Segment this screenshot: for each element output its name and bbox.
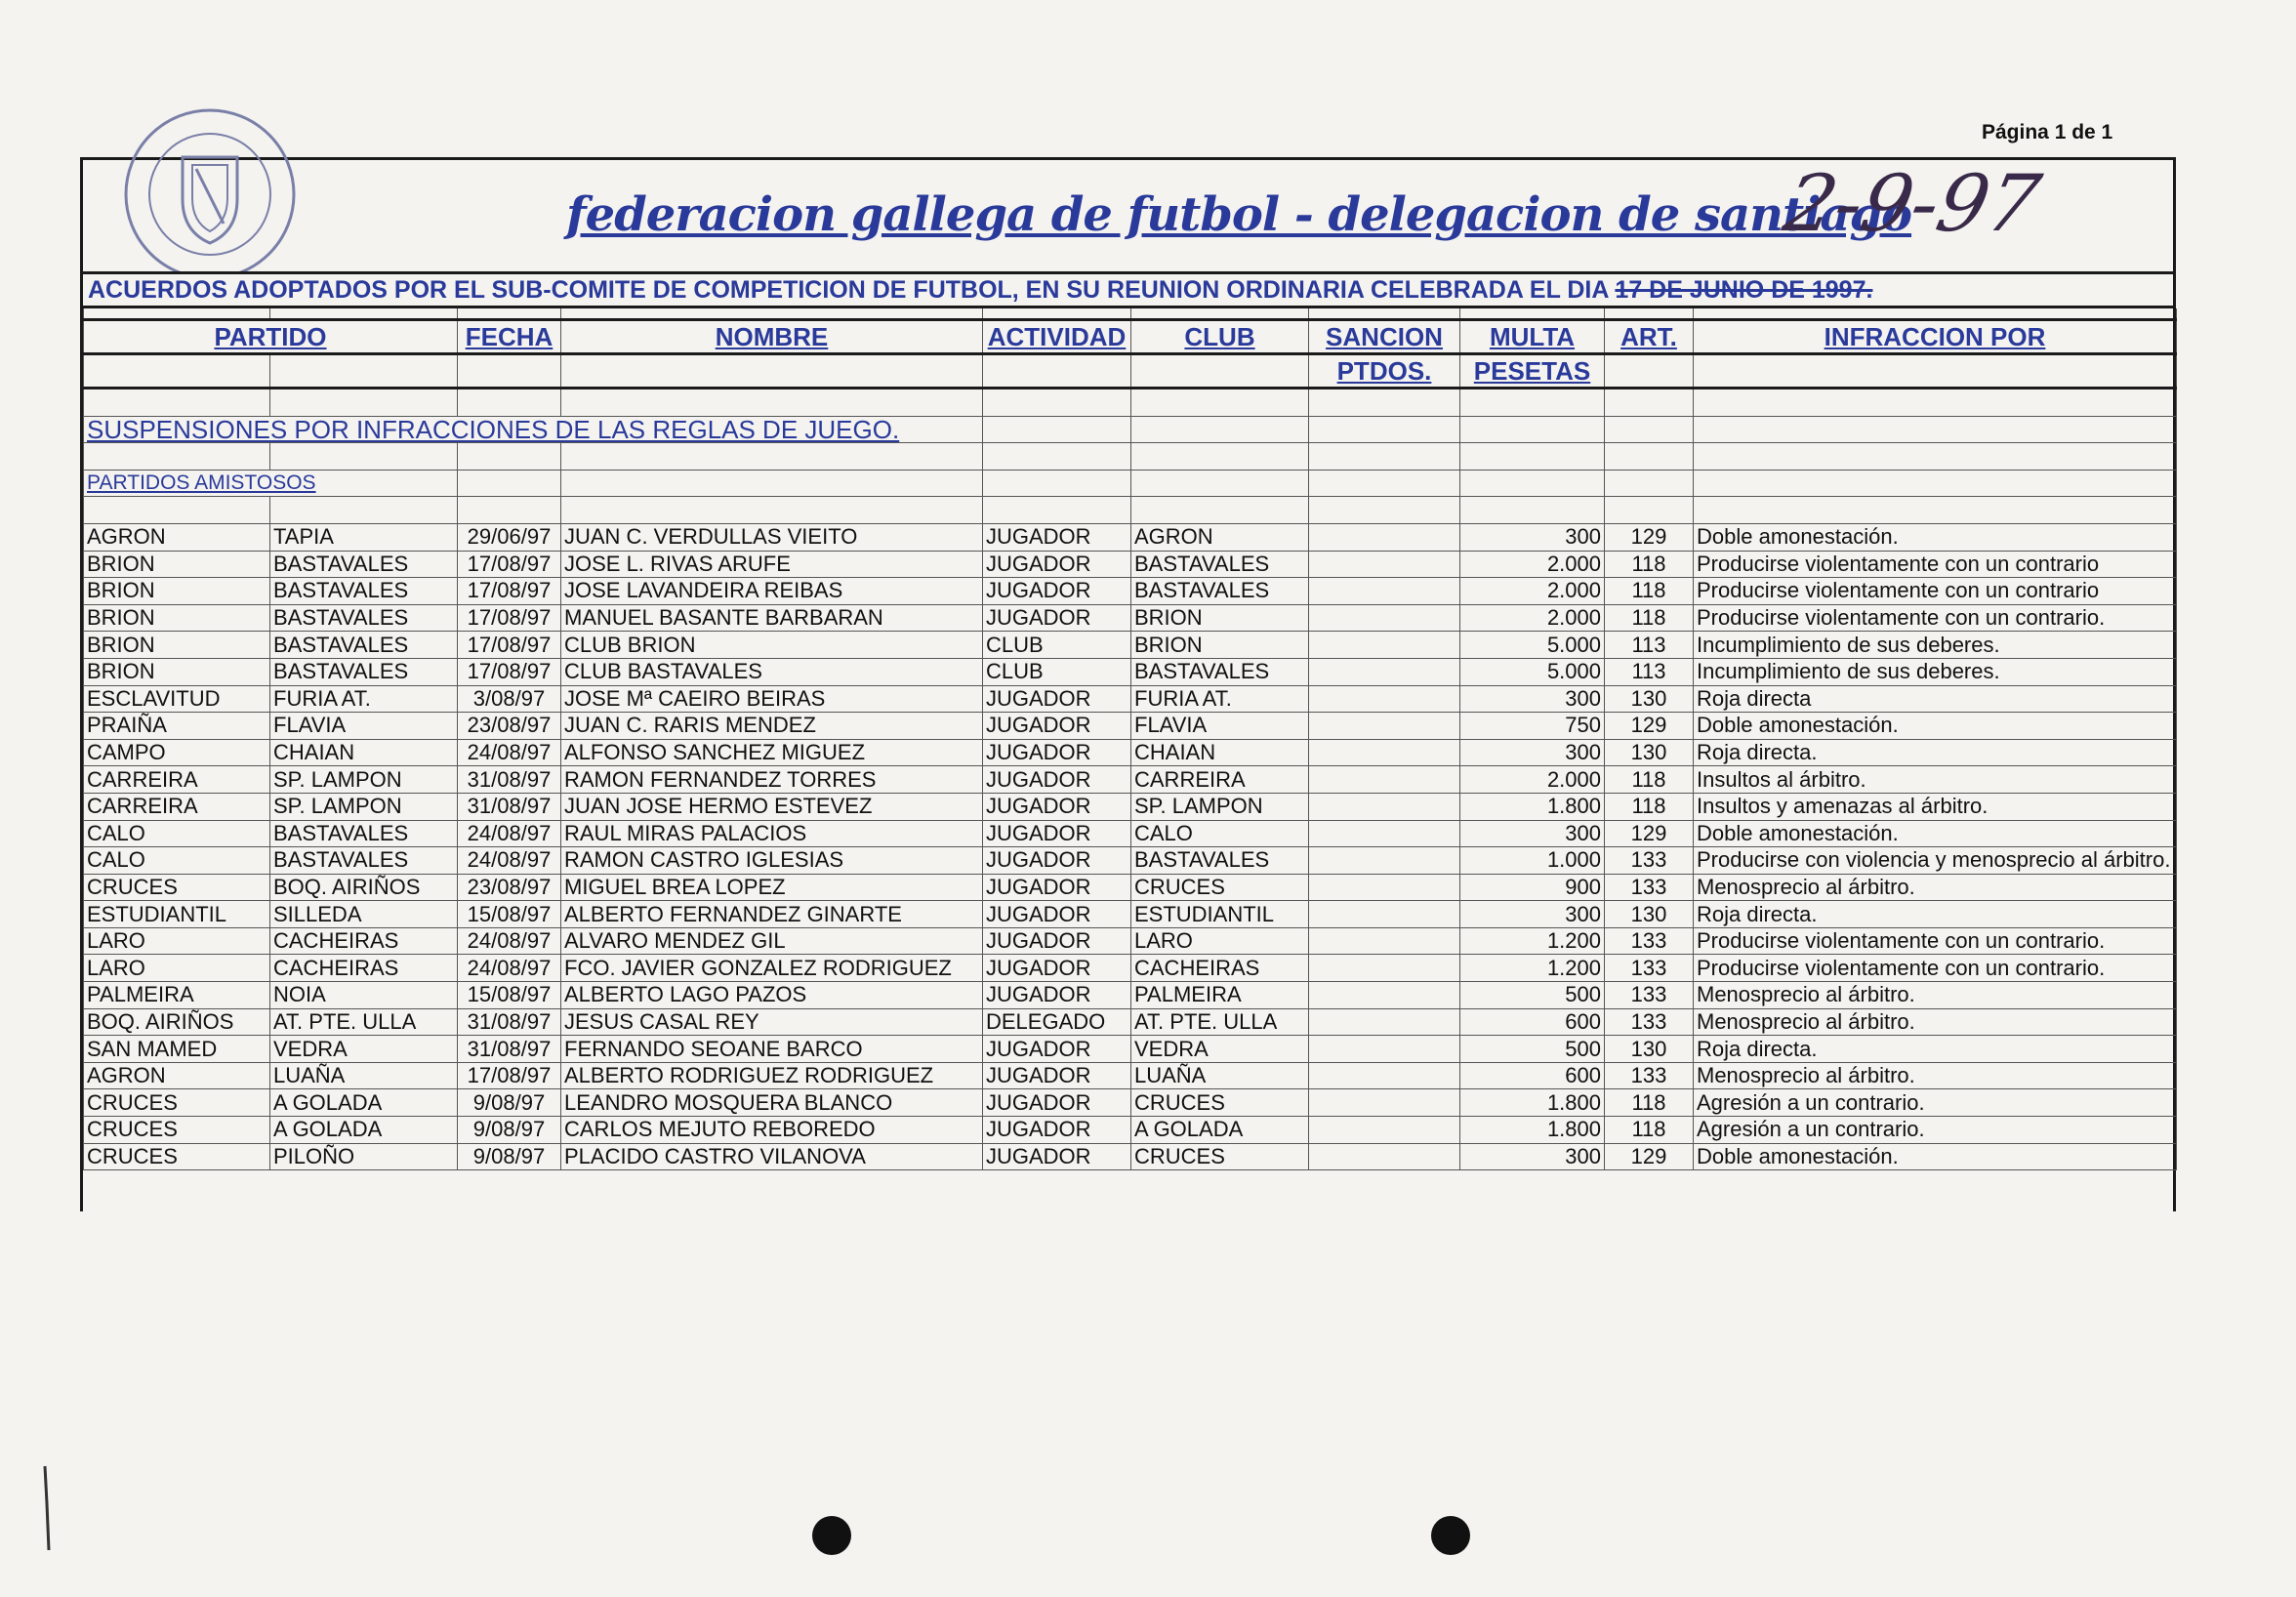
partido-visitante-cell: CACHEIRAS	[270, 927, 458, 955]
table-row	[84, 820, 2177, 847]
punch-hole-left	[812, 1516, 851, 1555]
art-cell: 129	[1605, 1143, 1694, 1170]
fecha-cell: 3/08/97	[458, 685, 561, 713]
table-row	[84, 604, 2177, 632]
fecha-cell: 24/08/97	[458, 739, 561, 766]
partido-local-cell: AGRON	[84, 523, 270, 551]
club-cell: VEDRA	[1131, 1036, 1309, 1063]
nombre-cell: JESUS CASAL REY	[561, 1008, 983, 1036]
table-row	[84, 847, 2177, 875]
header-partido: PARTIDO	[84, 320, 458, 354]
fecha-cell: 24/08/97	[458, 847, 561, 875]
subsection-heading: PARTIDOS AMISTOSOS	[84, 470, 458, 497]
club-cell: BASTAVALES	[1131, 658, 1309, 685]
art-cell: 133	[1605, 982, 1694, 1009]
infraccion-cell: Agresión a un contrario.	[1694, 1089, 2177, 1117]
spacer-row	[84, 308, 2177, 320]
fecha-cell: 17/08/97	[458, 551, 561, 578]
partido-visitante-cell: SP. LAMPON	[270, 766, 458, 794]
sancion-cell	[1309, 685, 1460, 713]
club-cell: A GOLADA	[1131, 1117, 1309, 1144]
club-cell: LARO	[1131, 927, 1309, 955]
multa-cell: 2.000	[1460, 604, 1605, 632]
sancion-cell	[1309, 793, 1460, 820]
table-row	[84, 1143, 2177, 1170]
partido-local-cell: CARREIRA	[84, 793, 270, 820]
infraccion-cell: Producirse violentamente con un contrario	[1694, 551, 2177, 578]
sancion-cell	[1309, 578, 1460, 605]
partido-visitante-cell: LUAÑA	[270, 1062, 458, 1089]
infraccion-cell: Roja directa.	[1694, 739, 2177, 766]
header-actividad: ACTIVIDAD	[983, 320, 1131, 354]
main-title: federacion gallega de futbol - delegacion de santiago	[566, 187, 1912, 242]
sancion-cell	[1309, 982, 1460, 1009]
infraccion-cell: Menosprecio al árbitro.	[1694, 1008, 2177, 1036]
club-cell: ESTUDIANTIL	[1131, 901, 1309, 928]
partido-local-cell: BRION	[84, 604, 270, 632]
multa-cell: 300	[1460, 1143, 1605, 1170]
nombre-cell: CLUB BRION	[561, 632, 983, 659]
title-box	[80, 157, 2176, 271]
table-row	[84, 1117, 2177, 1144]
sancion-cell	[1309, 901, 1460, 928]
infraccion-cell: Incumplimiento de sus deberes.	[1694, 632, 2177, 659]
subtitle: ACUERDOS ADOPTADOS POR EL SUB-COMITE DE COMPETICION DE FUTBOL, EN SU REUNION ORDINARIA CELEBRADA EL DIA	[88, 276, 1616, 304]
partido-local-cell: BOQ. AIRIÑOS	[84, 1008, 270, 1036]
partido-visitante-cell: BASTAVALES	[270, 658, 458, 685]
art-cell: 129	[1605, 713, 1694, 740]
partido-local-cell: AGRON	[84, 1062, 270, 1089]
multa-cell: 900	[1460, 874, 1605, 901]
infraccion-cell: Producirse violentamente con un contrario.	[1694, 604, 2177, 632]
club-cell: AT. PTE. ULLA	[1131, 1008, 1309, 1036]
club-cell: BRION	[1131, 604, 1309, 632]
multa-cell: 2.000	[1460, 766, 1605, 794]
nombre-cell: RAMON FERNANDEZ TORRES	[561, 766, 983, 794]
sancion-cell	[1309, 1036, 1460, 1063]
header-row-2	[84, 354, 2177, 389]
partido-local-cell: CRUCES	[84, 874, 270, 901]
nombre-cell: JOSE L. RIVAS ARUFE	[561, 551, 983, 578]
partido-visitante-cell: SILLEDA	[270, 901, 458, 928]
infraccion-cell: Agresión a un contrario.	[1694, 1117, 2177, 1144]
nombre-cell: RAMON CASTRO IGLESIAS	[561, 847, 983, 875]
fecha-cell: 23/08/97	[458, 874, 561, 901]
infraccion-cell: Roja directa	[1694, 685, 2177, 713]
partido-visitante-cell: CHAIAN	[270, 739, 458, 766]
nombre-cell: ALBERTO RODRIGUEZ RODRIGUEZ	[561, 1062, 983, 1089]
section-row	[84, 416, 2177, 443]
sancion-cell	[1309, 927, 1460, 955]
multa-cell: 600	[1460, 1062, 1605, 1089]
art-cell: 118	[1605, 766, 1694, 794]
club-cell: CALO	[1131, 820, 1309, 847]
partido-visitante-cell: PILOÑO	[270, 1143, 458, 1170]
header-sancion: SANCION	[1309, 320, 1460, 354]
nombre-cell: ALBERTO FERNANDEZ GINARTE	[561, 901, 983, 928]
nombre-cell: JUAN C. VERDULLAS VIEITO	[561, 523, 983, 551]
fecha-cell: 31/08/97	[458, 1008, 561, 1036]
fecha-cell: 24/08/97	[458, 955, 561, 982]
multa-cell: 1.800	[1460, 793, 1605, 820]
fecha-cell: 17/08/97	[458, 604, 561, 632]
partido-local-cell: BRION	[84, 658, 270, 685]
nombre-cell: JUAN JOSE HERMO ESTEVEZ	[561, 793, 983, 820]
club-cell: CRUCES	[1131, 874, 1309, 901]
sancion-cell	[1309, 713, 1460, 740]
partido-visitante-cell: BASTAVALES	[270, 551, 458, 578]
partido-local-cell: ESTUDIANTIL	[84, 901, 270, 928]
nombre-cell: RAUL MIRAS PALACIOS	[561, 820, 983, 847]
fecha-cell: 24/08/97	[458, 927, 561, 955]
partido-local-cell: CARREIRA	[84, 766, 270, 794]
actividad-cell: JUGADOR	[983, 901, 1131, 928]
multa-cell: 500	[1460, 1036, 1605, 1063]
multa-cell: 300	[1460, 523, 1605, 551]
partido-visitante-cell: CACHEIRAS	[270, 955, 458, 982]
table-row	[84, 874, 2177, 901]
actividad-cell: JUGADOR	[983, 982, 1131, 1009]
nombre-cell: FCO. JAVIER GONZALEZ RODRIGUEZ	[561, 955, 983, 982]
infraccion-cell: Roja directa.	[1694, 901, 2177, 928]
art-cell: 133	[1605, 874, 1694, 901]
infraccion-cell: Producirse con violencia y menosprecio al árbitro.	[1694, 847, 2177, 875]
blank-row	[84, 443, 2177, 471]
sancion-cell	[1309, 847, 1460, 875]
partido-visitante-cell: A GOLADA	[270, 1089, 458, 1117]
sancion-cell	[1309, 766, 1460, 794]
fecha-cell: 17/08/97	[458, 658, 561, 685]
sancion-cell	[1309, 1117, 1460, 1144]
actividad-cell: JUGADOR	[983, 685, 1131, 713]
table-row	[84, 578, 2177, 605]
art-cell: 118	[1605, 604, 1694, 632]
fecha-cell: 17/08/97	[458, 578, 561, 605]
table-row	[84, 982, 2177, 1009]
records-table	[83, 308, 2177, 1170]
punch-hole-right	[1431, 1516, 1470, 1555]
art-cell: 133	[1605, 1008, 1694, 1036]
actividad-cell: JUGADOR	[983, 847, 1131, 875]
art-cell: 129	[1605, 523, 1694, 551]
actividad-cell: JUGADOR	[983, 793, 1131, 820]
infraccion-cell: Roja directa.	[1694, 1036, 2177, 1063]
fecha-cell: 24/08/97	[458, 820, 561, 847]
infraccion-cell: Menosprecio al árbitro.	[1694, 982, 2177, 1009]
federation-seal	[122, 106, 298, 282]
art-cell: 118	[1605, 551, 1694, 578]
actividad-cell: JUGADOR	[983, 578, 1131, 605]
multa-cell: 5.000	[1460, 632, 1605, 659]
art-cell: 133	[1605, 955, 1694, 982]
partido-visitante-cell: NOIA	[270, 982, 458, 1009]
infraccion-cell: Menosprecio al árbitro.	[1694, 874, 2177, 901]
art-cell: 118	[1605, 793, 1694, 820]
club-cell: FLAVIA	[1131, 713, 1309, 740]
infraccion-cell: Doble amonestación.	[1694, 713, 2177, 740]
actividad-cell: JUGADOR	[983, 1036, 1131, 1063]
club-cell: LUAÑA	[1131, 1062, 1309, 1089]
partido-local-cell: CALO	[84, 820, 270, 847]
section-heading: SUSPENSIONES POR INFRACCIONES DE LAS REGLAS DE JUEGO.	[84, 416, 983, 443]
header-multa: MULTA	[1460, 320, 1605, 354]
table-row	[84, 551, 2177, 578]
sancion-cell	[1309, 1143, 1460, 1170]
table-row	[84, 739, 2177, 766]
fecha-cell: 15/08/97	[458, 901, 561, 928]
club-cell: PALMEIRA	[1131, 982, 1309, 1009]
table-row	[84, 1036, 2177, 1063]
art-cell: 133	[1605, 847, 1694, 875]
header-row	[84, 320, 2177, 354]
actividad-cell: JUGADOR	[983, 927, 1131, 955]
header-art: ART.	[1605, 320, 1694, 354]
infraccion-cell: Incumplimiento de sus deberes.	[1694, 658, 2177, 685]
nombre-cell: JOSE LAVANDEIRA REIBAS	[561, 578, 983, 605]
art-cell: 130	[1605, 685, 1694, 713]
sancion-cell	[1309, 658, 1460, 685]
partido-visitante-cell: BASTAVALES	[270, 847, 458, 875]
infraccion-cell: Insultos y amenazas al árbitro.	[1694, 793, 2177, 820]
actividad-cell: JUGADOR	[983, 874, 1131, 901]
table-row	[84, 766, 2177, 794]
fecha-cell: 15/08/97	[458, 982, 561, 1009]
club-cell: CHAIAN	[1131, 739, 1309, 766]
subtitle-bar	[80, 271, 2176, 308]
fecha-cell: 17/08/97	[458, 1062, 561, 1089]
sancion-cell	[1309, 1089, 1460, 1117]
club-cell: BRION	[1131, 632, 1309, 659]
handwritten-date: 2-9-97	[1777, 158, 2048, 249]
sancion-cell	[1309, 820, 1460, 847]
partido-visitante-cell: FURIA AT.	[270, 685, 458, 713]
club-cell: CRUCES	[1131, 1143, 1309, 1170]
subtitle-struck-date: 17 DE JUNIO DE 1997.	[1615, 276, 1873, 304]
multa-cell: 2.000	[1460, 551, 1605, 578]
actividad-cell: JUGADOR	[983, 1089, 1131, 1117]
blank-row	[84, 389, 2177, 417]
club-cell: BASTAVALES	[1131, 551, 1309, 578]
fecha-cell: 23/08/97	[458, 713, 561, 740]
club-cell: FURIA AT.	[1131, 685, 1309, 713]
sancion-cell	[1309, 1008, 1460, 1036]
multa-cell: 1.800	[1460, 1089, 1605, 1117]
fecha-cell: 17/08/97	[458, 632, 561, 659]
art-cell: 130	[1605, 739, 1694, 766]
fecha-cell: 9/08/97	[458, 1089, 561, 1117]
header-infraccion: INFRACCION POR	[1694, 320, 2177, 354]
page-number: Página 1 de 1	[1982, 121, 2113, 143]
actividad-cell: JUGADOR	[983, 1062, 1131, 1089]
multa-cell: 1.000	[1460, 847, 1605, 875]
multa-cell: 600	[1460, 1008, 1605, 1036]
art-cell: 130	[1605, 1036, 1694, 1063]
sancion-cell	[1309, 955, 1460, 982]
actividad-cell: DELEGADO	[983, 1008, 1131, 1036]
art-cell: 118	[1605, 578, 1694, 605]
club-cell: SP. LAMPON	[1131, 793, 1309, 820]
art-cell: 118	[1605, 1089, 1694, 1117]
sancion-cell	[1309, 874, 1460, 901]
table-row	[84, 901, 2177, 928]
nombre-cell: CARLOS MEJUTO REBOREDO	[561, 1117, 983, 1144]
sancion-cell	[1309, 739, 1460, 766]
nombre-cell: JUAN C. RARIS MENDEZ	[561, 713, 983, 740]
partido-visitante-cell: VEDRA	[270, 1036, 458, 1063]
nombre-cell: MIGUEL BREA LOPEZ	[561, 874, 983, 901]
table-row	[84, 685, 2177, 713]
sancion-cell	[1309, 551, 1460, 578]
multa-cell: 1.800	[1460, 1117, 1605, 1144]
table-row	[84, 713, 2177, 740]
multa-cell: 750	[1460, 713, 1605, 740]
multa-cell: 300	[1460, 685, 1605, 713]
actividad-cell: JUGADOR	[983, 739, 1131, 766]
sancion-cell	[1309, 604, 1460, 632]
table-row	[84, 632, 2177, 659]
multa-cell: 500	[1460, 982, 1605, 1009]
table-row	[84, 955, 2177, 982]
infraccion-cell: Producirse violentamente con un contrario.	[1694, 955, 2177, 982]
multa-cell: 300	[1460, 901, 1605, 928]
multa-cell: 300	[1460, 820, 1605, 847]
partido-local-cell: PRAIÑA	[84, 713, 270, 740]
nombre-cell: FERNANDO SEOANE BARCO	[561, 1036, 983, 1063]
actividad-cell: JUGADOR	[983, 955, 1131, 982]
partido-local-cell: CRUCES	[84, 1089, 270, 1117]
nombre-cell: CLUB BASTAVALES	[561, 658, 983, 685]
art-cell: 133	[1605, 1062, 1694, 1089]
header-fecha: FECHA	[458, 320, 561, 354]
table-row	[84, 1062, 2177, 1089]
infraccion-cell: Doble amonestación.	[1694, 820, 2177, 847]
partido-local-cell: BRION	[84, 578, 270, 605]
infraccion-cell: Producirse violentamente con un contrario	[1694, 578, 2177, 605]
sancion-cell	[1309, 632, 1460, 659]
nombre-cell: LEANDRO MOSQUERA BLANCO	[561, 1089, 983, 1117]
header-club: CLUB	[1131, 320, 1309, 354]
fecha-cell: 9/08/97	[458, 1143, 561, 1170]
infraccion-cell: Insultos al árbitro.	[1694, 766, 2177, 794]
document-frame	[80, 157, 2179, 1211]
actividad-cell: JUGADOR	[983, 1143, 1131, 1170]
partido-visitante-cell: A GOLADA	[270, 1117, 458, 1144]
club-cell: CARREIRA	[1131, 766, 1309, 794]
nombre-cell: ALVARO MENDEZ GIL	[561, 927, 983, 955]
art-cell: 129	[1605, 820, 1694, 847]
fecha-cell: 29/06/97	[458, 523, 561, 551]
club-cell: CRUCES	[1131, 1089, 1309, 1117]
partido-local-cell: BRION	[84, 551, 270, 578]
partido-local-cell: ESCLAVITUD	[84, 685, 270, 713]
actividad-cell: JUGADOR	[983, 1117, 1131, 1144]
infraccion-cell: Doble amonestación.	[1694, 523, 2177, 551]
header-multa-pesetas: PESETAS	[1460, 354, 1605, 389]
actividad-cell: JUGADOR	[983, 713, 1131, 740]
art-cell: 113	[1605, 658, 1694, 685]
nombre-cell: PLACIDO CASTRO VILANOVA	[561, 1143, 983, 1170]
table-row	[84, 523, 2177, 551]
multa-cell: 5.000	[1460, 658, 1605, 685]
partido-local-cell: SAN MAMED	[84, 1036, 270, 1063]
fecha-cell: 31/08/97	[458, 793, 561, 820]
partido-visitante-cell: AT. PTE. ULLA	[270, 1008, 458, 1036]
partido-visitante-cell: BASTAVALES	[270, 604, 458, 632]
sancion-cell	[1309, 1062, 1460, 1089]
nombre-cell: ALFONSO SANCHEZ MIGUEZ	[561, 739, 983, 766]
partido-local-cell: LARO	[84, 955, 270, 982]
partido-visitante-cell: BASTAVALES	[270, 632, 458, 659]
nombre-cell: MANUEL BASANTE BARBARAN	[561, 604, 983, 632]
header-sancion-ptdos: PTDOS.	[1309, 354, 1460, 389]
fecha-cell: 9/08/97	[458, 1117, 561, 1144]
partido-local-cell: LARO	[84, 927, 270, 955]
table-row	[84, 793, 2177, 820]
art-cell: 113	[1605, 632, 1694, 659]
art-cell: 133	[1605, 927, 1694, 955]
art-cell: 130	[1605, 901, 1694, 928]
fecha-cell: 31/08/97	[458, 1036, 561, 1063]
actividad-cell: JUGADOR	[983, 766, 1131, 794]
fecha-cell: 31/08/97	[458, 766, 561, 794]
scan-mark	[39, 1464, 55, 1552]
table-row	[84, 1008, 2177, 1036]
partido-local-cell: CALO	[84, 847, 270, 875]
partido-visitante-cell: FLAVIA	[270, 713, 458, 740]
nombre-cell: JOSE Mª CAEIRO BEIRAS	[561, 685, 983, 713]
club-cell: BASTAVALES	[1131, 578, 1309, 605]
partido-local-cell: CRUCES	[84, 1117, 270, 1144]
multa-cell: 1.200	[1460, 927, 1605, 955]
multa-cell: 300	[1460, 739, 1605, 766]
records-grid	[80, 308, 2176, 1211]
partido-visitante-cell: SP. LAMPON	[270, 793, 458, 820]
header-nombre: NOMBRE	[561, 320, 983, 354]
actividad-cell: JUGADOR	[983, 523, 1131, 551]
sancion-cell	[1309, 523, 1460, 551]
actividad-cell: JUGADOR	[983, 820, 1131, 847]
partido-visitante-cell: BASTAVALES	[270, 578, 458, 605]
partido-local-cell: CRUCES	[84, 1143, 270, 1170]
subsection-row	[84, 470, 2177, 497]
actividad-cell: CLUB	[983, 658, 1131, 685]
club-cell: AGRON	[1131, 523, 1309, 551]
partido-local-cell: PALMEIRA	[84, 982, 270, 1009]
infraccion-cell: Producirse violentamente con un contrario.	[1694, 927, 2177, 955]
actividad-cell: CLUB	[983, 632, 1131, 659]
table-row	[84, 658, 2177, 685]
infraccion-cell: Menosprecio al árbitro.	[1694, 1062, 2177, 1089]
partido-visitante-cell: BASTAVALES	[270, 820, 458, 847]
partido-visitante-cell: BOQ. AIRIÑOS	[270, 874, 458, 901]
multa-cell: 2.000	[1460, 578, 1605, 605]
partido-visitante-cell: TAPIA	[270, 523, 458, 551]
blank-row	[84, 497, 2177, 524]
club-cell: BASTAVALES	[1131, 847, 1309, 875]
art-cell: 118	[1605, 1117, 1694, 1144]
nombre-cell: ALBERTO LAGO PAZOS	[561, 982, 983, 1009]
infraccion-cell: Doble amonestación.	[1694, 1143, 2177, 1170]
actividad-cell: JUGADOR	[983, 551, 1131, 578]
partido-local-cell: CAMPO	[84, 739, 270, 766]
actividad-cell: JUGADOR	[983, 604, 1131, 632]
table-row	[84, 927, 2177, 955]
club-cell: CACHEIRAS	[1131, 955, 1309, 982]
table-row	[84, 1089, 2177, 1117]
multa-cell: 1.200	[1460, 955, 1605, 982]
partido-local-cell: BRION	[84, 632, 270, 659]
